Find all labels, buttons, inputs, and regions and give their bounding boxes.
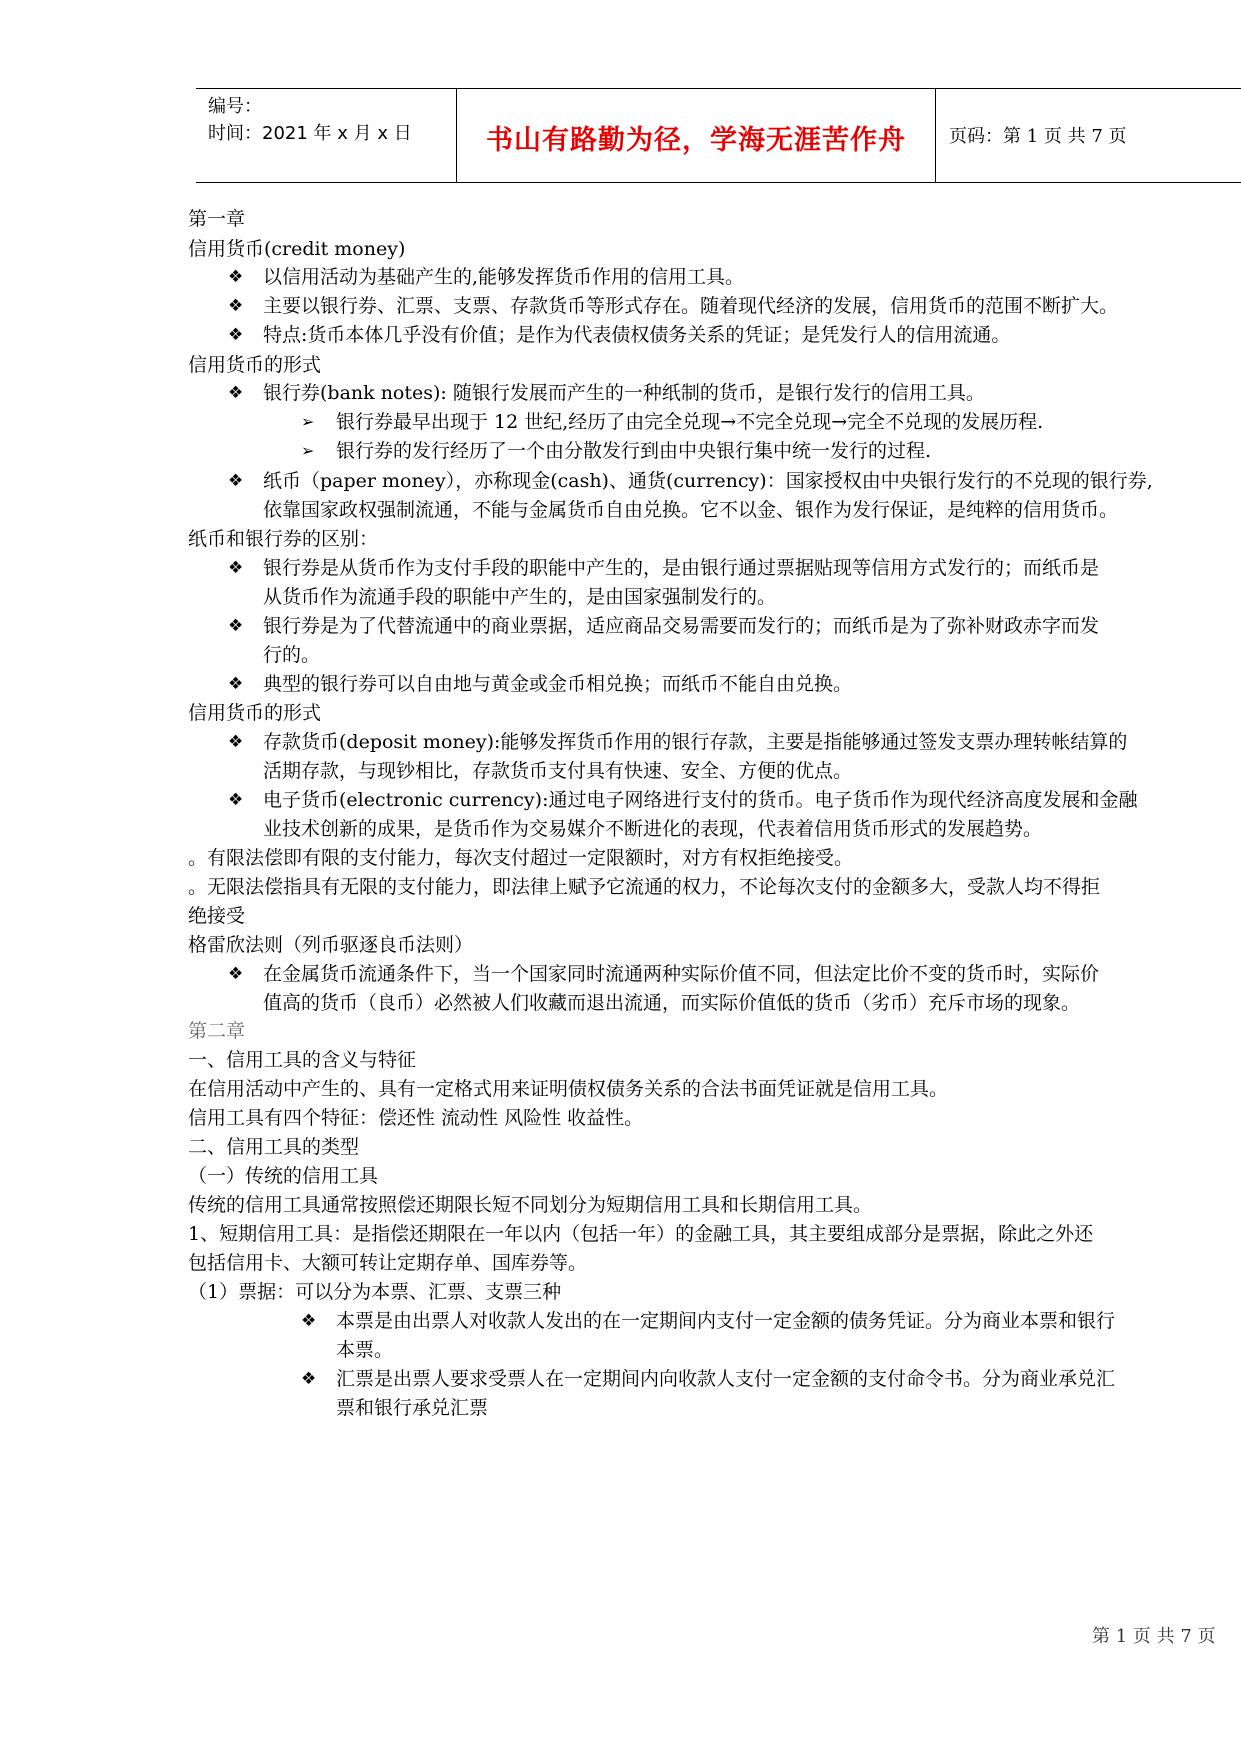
list-item-continuation: 依靠国家政权强制流通，不能与金属货币自由兑换。它不以金、银作为发行保证，是纯粹的信用货币。	[263, 499, 1119, 521]
section-heading: 格雷欣法则（列币驱逐良币法则）	[188, 934, 474, 956]
bullet-icon: ❖	[228, 790, 244, 810]
list-item: 以信用活动为基础产生的,能够发挥货币作用的信用工具。	[263, 266, 745, 288]
arrow-bullet-icon: ➢	[301, 441, 315, 460]
list-item-continuation: 行的。	[263, 644, 321, 666]
chapter-2-heading: 第二章	[188, 1020, 246, 1042]
bullet-icon: ❖	[301, 1311, 317, 1331]
list-item: 银行券是为了代替流通中的商业票据，适应商品交易需要而发行的；而纸币是为了弥补财政赤字而发	[263, 615, 1100, 637]
paragraph: 。有限法偿即有限的支付能力，每次支付超过一定限额时，对方有权拒绝接受。	[188, 847, 854, 869]
paragraph-continuation: 包括信用卡、大额可转让定期存单、国库券等。	[188, 1252, 588, 1274]
list-item: 主要以银行券、汇票、支票、存款货币等形式存在。随着现代经济的发展，信用货币的范围不断扩大。	[263, 295, 1119, 317]
chapter-1-heading: 第一章	[188, 208, 246, 230]
section-heading: 纸币和银行券的区别：	[188, 528, 379, 550]
list-item-continuation: 值高的货币（良币）必然被人们收藏而退出流通，而实际价值低的货币（劣币）充斥市场的现象。	[263, 992, 1081, 1014]
sub-list-item: 银行券最早出现于 12 世纪,经历了由完全兑现→不完全兑现→完全不兑现的发展历程.	[336, 411, 1044, 433]
header-page-number: 页码：第 1 页 共 7 页	[949, 126, 1127, 147]
bullet-icon: ❖	[228, 732, 244, 752]
list-item: 银行券是从货币作为支付手段的职能中产生的，是由银行通过票据贴现等信用方式发行的；而纸币是	[263, 557, 1100, 579]
bullet-icon: ❖	[301, 1369, 317, 1389]
bullet-icon: ❖	[228, 616, 244, 636]
subsection-heading: （1）票据：可以分为本票、汇票、支票三种	[188, 1281, 562, 1303]
bullet-icon: ❖	[228, 558, 244, 578]
header-motto: 书山有路勤为径，学海无涯苦作舟	[486, 125, 906, 156]
bullet-icon: ❖	[228, 296, 244, 316]
paragraph: 。无限法偿指具有无限的支付能力，即法律上赋予它流通的权力，不论每次支付的金额多大，受款人均不得拒	[188, 876, 1101, 898]
document-number-label: 编号：	[208, 96, 262, 117]
list-item-continuation: 业技术创新的成果，是货币作为交易媒介不断进化的表现，代表着信用货币形式的发展趋势。	[263, 818, 1043, 840]
bullet-icon: ❖	[228, 471, 244, 491]
subsection-heading: （一）传统的信用工具	[188, 1165, 379, 1187]
list-item: 特点:货币本体几乎没有价值；是作为代表债权债务关系的凭证；是凭发行人的信用流通。	[263, 324, 1011, 346]
header-page-cell	[935, 89, 1241, 182]
list-item: 汇票是出票人要求受票人在一定期间内向收款人支付一定金额的支付命令书。分为商业承兑汇	[336, 1368, 1116, 1390]
sub-list-item: 银行券的发行经历了一个由分散发行到由中央银行集中统一发行的过程.	[336, 440, 932, 462]
section-heading: 信用货币的形式	[188, 354, 322, 376]
section-heading: 一、信用工具的含义与特征	[188, 1049, 417, 1071]
list-item: 典型的银行券可以自由地与黄金或金币相兑换；而纸币不能自由兑换。	[263, 673, 853, 695]
list-item: 本票是由出票人对收款人发出的在一定期间内支付一定金额的债务凭证。分为商业本票和银行	[336, 1310, 1116, 1332]
section-heading: 二、信用工具的类型	[188, 1136, 360, 1158]
bullet-icon: ❖	[228, 267, 244, 287]
paragraph: 信用工具有四个特征：偿还性 流动性 风险性 收益性。	[188, 1107, 644, 1129]
page-header	[196, 88, 1241, 183]
header-motto-cell	[456, 89, 936, 182]
header-info-cell	[196, 89, 456, 182]
list-item: 在金属货币流通条件下，当一个国家同时流通两种实际价值不同，但法定比价不变的货币时，实际价	[263, 963, 1100, 985]
list-item-continuation: 从货币作为流通手段的职能中产生的，是由国家强制发行的。	[263, 586, 777, 608]
paragraph: 在信用活动中产生的、具有一定格式用来证明债权债务关系的合法书面凭证就是信用工具。	[188, 1078, 949, 1100]
list-item-continuation: 本票。	[336, 1339, 394, 1361]
section-heading: 信用货币的形式	[188, 702, 322, 724]
arrow-bullet-icon: ➢	[301, 412, 315, 431]
list-item-continuation: 票和银行承兑汇票	[336, 1397, 489, 1419]
bullet-icon: ❖	[228, 964, 244, 984]
bullet-icon: ❖	[228, 325, 244, 345]
paragraph-continuation: 绝接受	[188, 905, 246, 927]
page-footer: 第 1 页 共 7 页	[1092, 1626, 1216, 1647]
list-item: 存款货币(deposit money):能够发挥货币作用的银行存款，主要是指能够通过签发支票办理转帐结算的	[263, 731, 1128, 753]
document-time-label: 时间：2021 年 x 月 x 日	[208, 123, 412, 144]
paragraph: 1、短期信用工具：是指偿还期限在一年以内（包括一年）的金融工具，其主要组成部分是票据，除此之外还	[188, 1223, 1094, 1245]
paragraph: 传统的信用工具通常按照偿还期限长短不同划分为短期信用工具和长期信用工具。	[188, 1194, 873, 1216]
list-item: 银行券(bank notes): 随银行发展而产生的一种纸制的货币，是银行发行的信用工具。	[263, 382, 985, 404]
list-item-continuation: 活期存款，与现钞相比，存款货币支付具有快速、安全、方便的优点。	[263, 760, 853, 782]
bullet-icon: ❖	[228, 674, 244, 694]
section-heading: 信用货币(credit money)	[188, 238, 406, 260]
list-item: 纸币（paper money），亦称现金(cash)、通货(currency)：国家授权由中央银行发行的不兑现的银行券,	[263, 470, 1153, 492]
list-item: 电子货币(electronic currency):通过电子网络进行支付的货币。电子货币作为现代经济高度发展和金融	[263, 789, 1138, 811]
bullet-icon: ❖	[228, 383, 244, 403]
